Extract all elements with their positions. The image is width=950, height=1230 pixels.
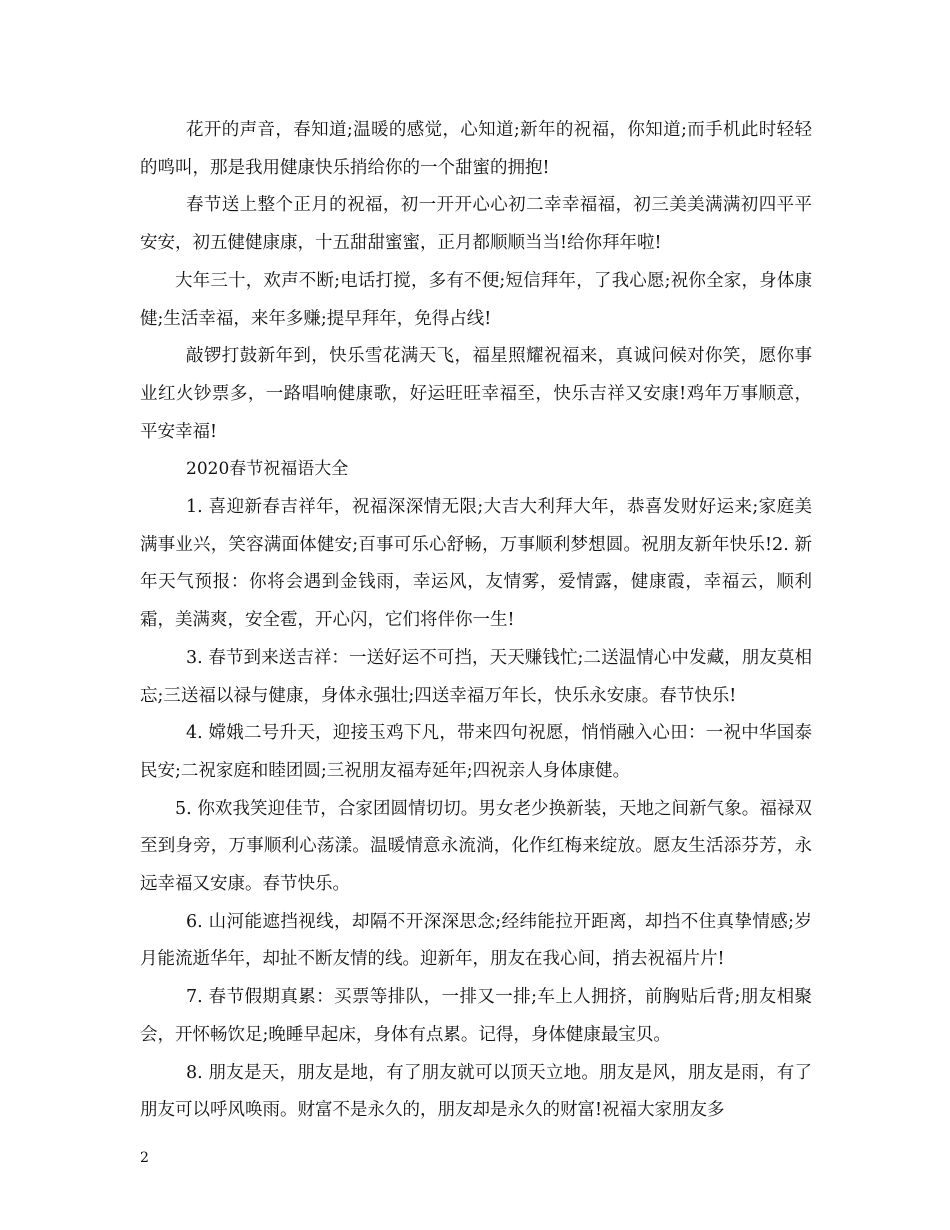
list-item: 7. 春节假期真累：买票等排队，一排又一排;车上人拥挤，前胸贴后背;朋友相聚会，开怀畅饮足;晚睡早起床，身体有点累。记得，身体健康最宝贝。 [140,987,812,1045]
list-item: 5. 你欢我笑迎佳节，合家团圆情切切。男女老少换新装，天地之间新气象。福禄双至到身旁，万事顺利心荡漾。温暖情意永流淌，化作红梅来绽放。愿友生活添芬芳，永远幸福又安康。春节快乐。 [140,798,812,895]
list-item: 3. 春节到来送吉祥：一送好运不可挡，天天赚钱忙;二送温情心中发藏，朋友莫相忘;三送福以禄与健康，身体永强壮;四送幸福万年长，快乐永安康。春节快乐! [140,647,812,706]
section-heading: 2020春节祝福语大全 [186,459,349,480]
paragraph: 春节送上整个正月的祝福，初一开开心心初二幸幸福福，初三美美满满初四平平安安，初五健健康康，十五甜甜蜜蜜，正月都顺顺当当!给你拜年啦! [140,195,812,254]
list-item: 6. 山河能遮挡视线，却隔不开深深思念;经纬能拉开距离，却挡不住真挚情感;岁月能流逝华年，却扯不断友情的线。迎新年，朋友在我心间，捎去祝福片片! [140,911,812,970]
paragraph: 花开的声音，春知道;温暖的感觉，心知道;新年的祝福，你知道;而手机此时轻轻的鸣叫，那是我用健康快乐捎给你的一个甜蜜的拥抱! [140,120,812,178]
list-item: 4. 嫦娥二号升天，迎接玉鸡下凡，带来四句祝愿，悄悄融入心田：一祝中华国泰民安;二祝家庭和睦团圆;三祝朋友福寿延年;四祝亲人身体康健。 [140,723,812,781]
document-body [140,112,812,1130]
page-number: 2 [140,1150,149,1166]
paragraph: 大年三十，欢声不断;电话打搅，多有不便;短信拜年，了我心愿;祝你全家，身体康健;生活幸福，来年多赚;提早拜年，免得占线! [140,270,812,329]
list-item: 1. 喜迎新春吉祥年，祝福深深情无限;大吉大利拜大年，恭喜发财好运来;家庭美满事业兴，笑容满面体健安;百事可乐心舒畅，万事顺利梦想圆。祝朋友新年快乐!2. 新年天气预报：你将会遇到金钱雨，幸运风，友情雾，爱情露，健康霞，幸福云，顺利霜，美满爽，安全雹，开心闪，它们将伴你一生! [140,497,812,631]
paragraph: 敲锣打鼓新年到，快乐雪花满天飞，福星照耀祝福来，真诚问候对你笑，愿你事业红火钞票多，一路唱响健康歌，好运旺旺幸福至，快乐吉祥又安康!鸡年万事顺意，平安幸福! [140,346,812,442]
list-item: 8. 朋友是天，朋友是地，有了朋友就可以顶天立地。朋友是风，朋友是雨，有了朋友可以呼风唤雨。财富不是永久的，朋友却是永久的财富!祝福大家朋友多 [140,1062,812,1121]
